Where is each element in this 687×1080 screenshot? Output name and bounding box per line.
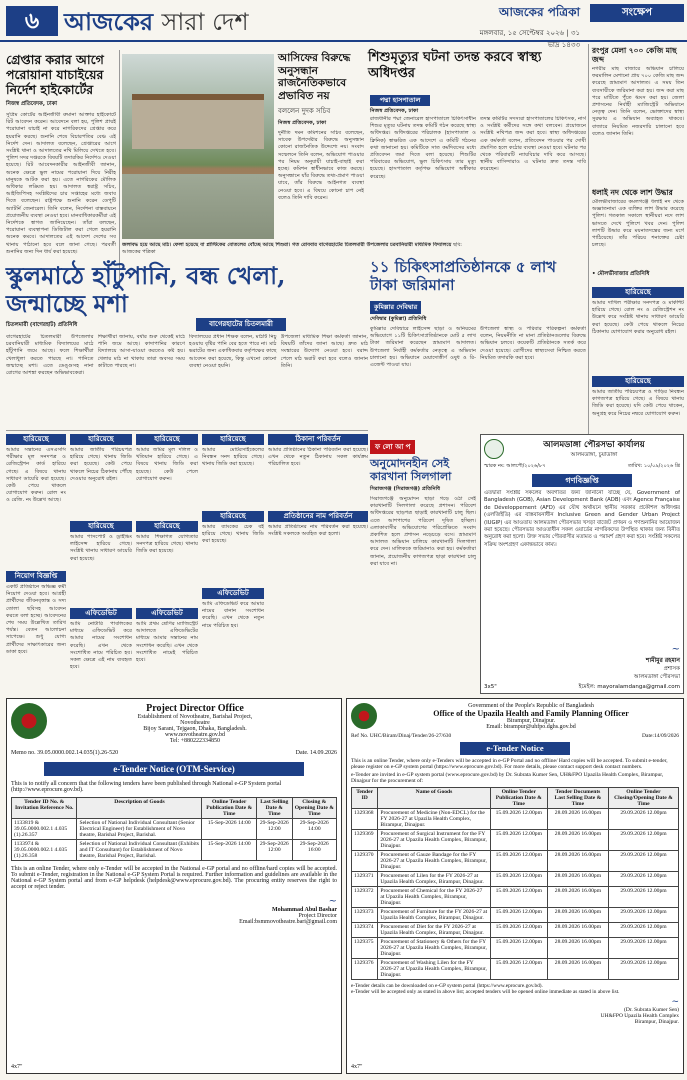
health-story: [370, 108, 586, 234]
byline: নিজস্ব প্রতিবেদক, ঢাকা: [6, 101, 58, 107]
affidavit-badge: এফিডেভিট: [70, 608, 132, 619]
table-row: 1329373 Procurement of Furniture for the FY 2026-27 at Upazila Health Complex, Birampur, Dinajpur. 15.09.2026 12.00pm 28.09.2026 16.00pm 29.09.2026 12.00pm: [352, 908, 679, 923]
date-line: মঙ্গলবার, ১৫ সেপ্টেম্বর ২০২৬ | ৩১ ভাদ্র ১৪৩৩: [479, 29, 580, 49]
photo-caption: জলাবদ্ধ হয়ে আছে মাঠ। ফেলা হয়েছে বা প্লাস্টিকের বোতলের বোঁচ্ছে আছে শিশুরা। গত রোববার বাগেরহাটের চিতলমারী উপজেলার চরবানিয়ারী মাধ্যমিক বিদ্যালয়ে ছবি: আজকের পত্রিকা: [122, 242, 462, 256]
brief2-credit: • মৌলভীবাজার প্রতিনিধি: [592, 271, 650, 277]
classified-col2: হারিয়েছে আমার জাতীয় পরিচয়পত্র হারিয়ে গেছে। থানায় জিডি করা হয়েছে। কেউ পেয়ে থাকলে নিচের ঠিকানায় পৌঁছে দেওয়ার অনুরোধ রইল। হারিয়েছে আমার পাসপোর্ট ও ড্রাইভিং লাইসেন্স হারিয়ে গেছে। সংশ্লিষ্ট থানায় সাধারণ ডায়েরি করা হয়েছে। এফিডেভিট আমি নোটারি পাবলিকের মাধ্যমে এফিডেভিট করে আমার নামের সংশোধন করেছি। এখন থেকে সংশোধিত নামে পরিচিত হব। সকল ক্ষেত্রে এই নাম ব্যবহৃত হবে।: [70, 435, 132, 671]
divider: [6, 430, 368, 431]
name-change-badge: প্রতিষ্ঠানের নাম পরিবর্তন: [268, 511, 368, 522]
uhfpo-tender-table: Tender ID Name of Goods Online Tender Publication Date & Time Tender Documents Last Selling Date & Time Online Tender Closing/Opening Date & Time 1329368 Procurement of Medicine (Non-EDCL) for the FY 2026-27 at Upazila Health Complex, Birampur, Dinajpur. 15.09.2026 12.00pm 28.09.2026 16.00pm 29.09.2026 12.00pm 1329369 Procurement of Surgical Instrument for the FY 2026-27 at Upazila Health Complex, Birampur, Dinajpur. 15.09.2026 12.00pm 28.09.2026 16.00pm 29.09.2026 12.00pm 1329370 Procurement of Gauze Bandage for the FY 2026-27 at Upazila Health Complex, Birampur, Dinajpur. 15.09.2026 12.00pm 28.09.2026 16.00pm 29.09.2026 12.00pm 1329371 Procurement of Lilen for the FY 2026-27 at Upazila Health Complex, Birampur, Dinajpur. 15.09.2026 12.00pm 28.09.2026 16.00pm 29.09.2026 12.00pm 1329372 Procurement of Chemical for the FY 2026-27 at Upazila Health Complex, Birampur, Dinajpur. 15.09.2026 12.00pm 28.09.2026 16.00pm 29.09.2026 12.00pm 1329373 Procurement of Furniture for the FY 2026-27 at Upazila Health Complex, Birampur, Dinajpur. 15.09.2026 12.00pm 28.09.2026 16.00pm 29.09.2026 12.00pm 1329374 Procurement of Diet for the FY 2026-27 at Upazila Health Complex, Birampur, Dinajpur. 15.09.2026 12.00pm 28.09.2026 16.00pm 29.09.2026 12.00pm 1329375 Procurement of Stationery & Others for the FY 2026-27 at Upazila Health Complex, Birampur, Dinajpur. 15.09.2026 12.00pm 28.09.2026 16.00pm 29.09.2026 12.00pm 1329376 Procurement of Washing Lilen for the FY 2026-27 at Upazila Health Complex, Birampur, Dinajpur. 15.09.2026 12.00pm 28.09.2026 16.00pm 29.09.2026 12.00pm: [351, 787, 679, 980]
signature: ~: [671, 644, 680, 655]
pdo-tender-table: Tender ID No. & Invitation Reference No. Description of Goods Online Tender Publication Date & Time Last Selling Date & Time Closing & Opening Date & Time 1133819 & 39.05.0000.002.1 4.035 (1).26.357 Selection of National Individual Consultant (Senior Electrical Engineer) for Establishment of Novo theatre, Barishal Project, Barishal. 15-Sep-2026 14:00 29-Sep-2026 12:00 29-Sep-2026 14:00 1133974 & 39.05.0000.002.1 4.035 (1).26.358 Selection of National Individual Consultant (Exhibits and IT Consultant) for Establishment of Novo theatre, Barishal Project, Barishal. 15-Sep-2026 14:00 29-Sep-2026 12:00 29-Sep-2026 16:00: [11, 797, 337, 861]
notice-body: এতদ্বারা সংশ্লিষ্ট সকলের অবগতির জন্য জানানো যাচ্ছে যে, Government of Bangladesh (GOB), Asian Development Bank (ADB) এবং Agence Française de Développement (AFD) এর যৌথ অর্থায়নে স্থানীয় সরকার প্রকৌশল অধিদপ্তর (এলজিইডি) এর বাস্তবায়নাধীন Inclusive Green and Gender Urban Project (IUGIP) এর আওতায় আলমডাঙ্গা পৌরসভার খসড়া বাজেট প্রণয়ন ও গণশুনানির আয়োজন করা হয়েছে। পৌরসভার আওতাধীন সকল ওয়ার্ডের নাগরিকদের উপস্থিত থাকার জন্য বিনীত অনুরোধ করা হলো। উক্ত সভায় পৌরবাসীর মতামত ও পরামর্শ গ্রহণ করা হবে। সংশ্লিষ্ট সকলের সক্রিয় অংশগ্রহণ একান্তভাবে কাম্য।: [484, 490, 680, 548]
classified-col1: হারিয়েছে আমার সন্তানের এসএসসি পরীক্ষার মূল সনদপত্র ও রেজিস্ট্রেশন কার্ড হারিয়ে গেছে। এ বিষয়ে থানায় সাধারণ ডায়েরি করা হয়েছে। কেউ পেয়ে থাকলে যোগাযোগ করুন। রোল নং ও রেজি. নং উল্লেখ আছে। নিয়োগ বিজ্ঞপ্তি একটি প্রতিষ্ঠানে অভিজ্ঞ কর্মী নিয়োগ দেওয়া হবে। আগ্রহী প্রার্থীদের জীবনবৃত্তান্ত ও সদ্য তোলা ছবিসহ আবেদন করতে বলা হচ্ছে। আবেদনের শেষ সময় উল্লেখিত তারিখ পর্যন্ত। বেতন আলোচনা সাপেক্ষে। শুধু যোগ্য প্রার্থীদের সাক্ষাৎকারের জন্য ডাকা হবে।: [6, 435, 66, 655]
table-row: 1329372 Procurement of Chemical for the FY 2026-27 at Upazila Health Complex, Birampur, Dinajpur. 15.09.2026 12.00pm 28.09.2026 16.00pm 29.09.2026 12.00pm: [352, 887, 679, 908]
job-badge: নিয়োগ বিজ্ঞপ্তি: [6, 571, 66, 582]
brief2-title: ধলাই নদ থেকে লাশ উদ্ধার: [592, 188, 673, 197]
brief2-body: মৌলভীবাজারের কমলগঞ্জে ধলাই নদ থেকে অজ্ঞাতনামা এক ব্যক্তির লাশ উদ্ধার করেছে পুলিশ। গতকাল সকালে স্থানীয়রা নদে লাশ ভাসতে দেখে পুলিশে খবর দেন। পুলিশ লাশটি উদ্ধার করে ময়নাতদন্তের জন্য মর্গে পাঠিয়েছে। তাঁর পরিচয় শনাক্তের চেষ্টা চলছে।: [592, 199, 684, 249]
table-row: 1329376 Procurement of Washing Lilen for the FY 2026-27 at Upazila Health Complex, Birampur, Dinajpur. 15.09.2026 12.00pm 28.09.2026 16.00pm 29.09.2026 12.00pm: [352, 959, 679, 980]
intro: This is an online Tender, where only e-Tenders will be accepted in e-GP Portal and no offline/ Hard copies will be accepted. To submit e-tender, please register on e-GP system portal (https://www.eprocure.gov.bd). For more details, please contact support desk contact numbers.: [351, 758, 668, 770]
classified-col4: হারিয়েছে আমার মোটরসাইকেলের নিবন্ধন সনদ হারিয়ে গেছে। থানায় জিডি করা হয়েছে। হারিয়েছে আমার ব্যাংকের চেক বই হারিয়ে গেছে। থানায় জিডি করা হয়েছে। ঠিকানা পরিবর্তন আমার প্রতিষ্ঠানের ঠিকানা পরিবর্তন করা হয়েছে। এখন থেকে নতুন ঠিকানায় সকল কার্যক্রম পরিচালিত হবে। প্রতিষ্ঠানের নাম পরিবর্তন আমার প্রতিষ্ঠানের নাম পরিবর্তন করা হয়েছে। সংশ্লিষ্ট সকলকে অবহিত করা হলো। এফিডেভিট আমি এফিডেভিট করে আমার নামের বানান সংশোধন করেছি। এখন থেকে নতুন নামে পরিচিত হব।: [202, 435, 368, 629]
signer-name: শামীমুর রহমান: [645, 657, 680, 664]
fine-story: [370, 258, 586, 426]
story-body-col2: উপজেলা স্বাস্থ্য ও পরিবার পরিকল্পনা কর্মকর্তা বলেন, নিয়মনীতি না মানা প্রতিষ্ঠানগুলোর বিরুদ্ধে অভিযান চলবে। কয়েকটি প্রতিষ্ঠানকে সতর্ক করে দেওয়া হয়েছে। রোগীদের স্বাস্থ্যসেবা নিশ্চিত করতে নিয়মিত তদারকি করা হবে।: [480, 326, 586, 361]
notice-title: e-Tender Notice: [460, 742, 570, 755]
address-badge: ঠিকানা পরিবর্তন: [268, 434, 368, 445]
table-row: 1133819 & 39.05.0000.002.1 4.035 (1).26.357 Selection of National Individual Consultant (Senior Electrical Engineer) for Establishment of Novo theatre, Barishal Project, Barishal. 15-Sep-2026 14:00 29-Sep-2026 12:00 29-Sep-2026 14:00: [12, 819, 337, 840]
table-row: 1329368 Procurement of Medicine (Non-EDCL) for the FY 2026-27 at Upazila Health Complex, Birampur, Dinajpur. 15.09.2026 12.00pm 28.09.2026 16.00pm 29.09.2026 12.00pm: [352, 809, 679, 830]
divider: [588, 44, 589, 449]
table-row: 1329371 Procurement of Lilen for the FY 2026-27 at Upazila Health Complex, Birampur, Dinajpur. 15.09.2026 12.00pm 28.09.2026 16.00pm 29.09.2026 12.00pm: [352, 872, 679, 887]
municipal-seal-icon: [484, 439, 504, 459]
memo: স্মারক নং: আলপৌ/২০২৬/৮৭: [484, 463, 546, 469]
intro: This is to notify all concern that the following tenders have been published through National e-GP System portal (http://www.eprocure.gov.bd).: [11, 781, 282, 793]
table-row: 1329374 Procurement of Diet for the FY 2026-27 at Upazila Health Complex, Birampur, Dinajpur. 15.09.2026 12.00pm 28.09.2026 16.00pm 29.09.2026 12.00pm: [352, 923, 679, 938]
page-number: ৬: [6, 6, 58, 36]
table-row: 1329375 Procurement of Stationery & Others for the FY 2026-27 at Upazila Health Complex, Birampur, Dinajpur. 15.09.2026 12.00pm 28.09.2026 16.00pm 29.09.2026 12.00pm: [352, 938, 679, 959]
ad-size: 4x7": [351, 1064, 363, 1070]
notice-title: গণবিজ্ঞপ্তি: [532, 474, 632, 487]
subhead: বললেন দুদক সচিব: [278, 107, 331, 115]
ad-size: 3x5": [484, 684, 497, 690]
story-tag: পদ্মা হাসপাতাল: [370, 95, 430, 106]
office-sub: আলমডাঙ্গা, চুয়াডাঙ্গা: [570, 452, 618, 458]
story-body-col1: কুমিল্লার দেবিদ্বারে লাইসেন্স ছাড়া ও অনিয়মের অভিযোগে ১১টি চিকিৎসাপ্রতিষ্ঠানকে মোট ৫ লাখ টাকা জরিমানা করেছেন ভ্রাম্যমাণ আদালত। উপজেলা নির্বাহী কর্মকর্তার নেতৃত্বে এ অভিযান চালানো হয়। অভিযানে মেয়াদোত্তীর্ণ ওষুধ ও রি-এজেন্ট পাওয়া যায়।: [370, 326, 476, 369]
brief-title: রংপুর মেলা ৭০০ কেজি মাছ জব্দ: [592, 46, 677, 64]
page-header: [0, 0, 687, 49]
story-body-col2: তদন্ত কমিটির সদস্যরা হাসপাতালের চিকিৎসক, নার্স ও সংশ্লিষ্ট কর্মীদের সঙ্গে কথা বলবেন। প্রয়োজনে সংশ্লিষ্ট নথিপত্র জব্দ করা হবে। স্বাস্থ্য অধিদপ্তরের এক কর্মকর্তা বলেন, প্রতিবেদন পাওয়ার পর দোষী প্রমাণিত হলে কঠোর ব্যবস্থা নেওয়া হবে। ঘটনার পর থেকে পরিবারটি ন্যায়বিচার দাবি করে আসছে। স্থানীয় বাসিন্দারাও এ ঘটনার দ্রুত তদন্ত দাবি করেছেন।: [480, 116, 586, 173]
masthead: আজকের পত্রিকা মঙ্গলবার, ১৫ সেপ্টেম্বর ২০২৬ | ৩১ ভাদ্র ১৪৩৩: [470, 4, 580, 51]
municipal-notice: আলমডাঙ্গা পৌরসভা কার্যালয় আলমডাঙ্গা, চুয়াডাঙ্গা স্মারক নং: আলপৌ/২০২৬/৮৭ তারিখ: ১০/০৯/২০২৬ খ্রি গণবিজ্ঞপ্তি এতদ্বারা সংশ্লিষ্ট সকলের অবগতির জন্য জানানো যাচ্ছে যে, Government of Bangladesh (GOB), Asian Development Bank (ADB) এবং Agence Française de Développement (AFD) এর যৌথ অর্থায়নে স্থানীয় সরকার প্রকৌশল অধিদপ্তর (এলজিইডি) এর বাস্তবায়নাধীন Inclusive Green and Gender Urban Project (IUGIP) এর আওতায় আলমডাঙ্গা পৌরসভার খসড়া বাজেট প্রণয়ন ও গণশুনানির আয়োজন করা হয়েছে। পৌরসভার আওতাধীন সকল ওয়ার্ডের নাগরিকদের উপস্থিত থাকার জন্য বিনীত অনুরোধ করা হলো। উক্ত সভায় পৌরবাসীর মতামত ও পরামর্শ গ্রহণ করা হবে। সংশ্লিষ্ট সকলের সক্রিয় অংশগ্রহণ একান্তভাবে কাম্য। ~ শামীমুর রহমান প্রশাসক আলমডাঙ্গা পৌরসভা 3x5" ইমেইল: mayoralamdanga@gmail.com: [480, 434, 684, 694]
lost-badge: হারিয়েছে: [6, 434, 66, 445]
byline: সিরাজগঞ্জ (সিরাজগঞ্জ) প্রতিনিধি: [370, 486, 441, 492]
headline: ১১ চিকিৎসাপ্রতিষ্ঠানকে ৫ লাখ টাকা জরিমানা: [370, 258, 557, 294]
govt-seal-icon: [351, 703, 377, 729]
lost2-badge: হারিয়েছে: [592, 376, 684, 387]
story-body: সুপ্রিম কোর্টের আইনজীবী রুমানা আক্তার হাইকোর্টে রিট আবেদন করেন। আবেদনে বলা হয়, পুলিশ প্রায়ই পরোয়ানা যাচাই না করে নাগরিকদের গ্রেপ্তার করে হয়রানি করছে। শুনানি শেষে বিচারপতির বেঞ্চ এই নির্দেশ দেন। আদালত বলেছেন, গ্রেপ্তারের আগে সংশ্লিষ্ট থানা ও আদালতের নথি মিলিয়ে দেখতে হবে। পুলিশ সদর দপ্তরকে বিষয়টি তদারকির নির্দেশও দেওয়া হয়েছে। রিট আবেদনকারীর আইনজীবী জানান, অনেক ক্ষেত্রে ভুল নামের পরোয়ানা দিয়ে নিরীহ মানুষকে আটক করা হয়। এতে নাগরিকের মৌলিক অধিকার লঙ্ঘিত হয়। আদালত স্বরাষ্ট্র সচিব, আইজিপিসহ সংশ্লিষ্টদের চার সপ্তাহের মধ্যে জবাব দিতে বলেছেন। রাষ্ট্রপক্ষে শুনানি করেন ডেপুটি অ্যাটর্নি জেনারেল। তিনি বলেন, নির্দেশনা বাস্তবায়নে প্রয়োজনীয় ব্যবস্থা নেওয়া হবে। মানবাধিকারকর্মীরা এই নির্দেশকে স্বাগত জানিয়েছেন। তাঁরা বলছেন, পরোয়ানা ব্যবস্থাপনা ডিজিটাল করা গেলে হয়রানি অনেক কমবে। আদালতের এই আদেশ দেশের সব থানায় পাঠানো হবে বলে জানা গেছে। পরবর্তী শুনানির জন্য দিন ধার্য করা হয়েছে।: [6, 112, 116, 255]
lost-badge: হারিয়েছে: [592, 287, 684, 298]
lost-ad-body: আমার দাখিল পরীক্ষার সনদপত্র ও মার্কশিট হারিয়ে গেছে। রোল নং ও রেজিস্ট্রেশন নং উল্লেখ করে সংশ্লিষ্ট থানায় সাধারণ ডায়েরি করা হয়েছে। কেউ পেয়ে থাকলে নিচের ঠিকানায় যোগাযোগ করার অনুরোধ রইল।: [592, 300, 684, 335]
byline: নিজস্ব প্রতিবেদক, ঢাকা: [370, 108, 419, 114]
memo: Memo no. 39.05.0000.002.14.035(1).26-520: [11, 750, 119, 756]
brief-body: নগরীর মাছ বাজারে অভিযান চালিয়ে ফরমালিন মেশানো প্রায় ৭০০ কেজি মাছ জব্দ করেছে ভ্রাম্যমাণ আদালত। এ সময় তিন ব্যবসায়ীকে জরিমানা করা হয়। জব্দ করা মাছ পরে মাটিতে পুঁতে ধ্বংস করা হয়। জেলা প্রশাসনের নির্বাহী ম্যাজিস্ট্রেট অভিযানে নেতৃত্ব দেন। তিনি বলেন, ভোক্তাদের স্বাস্থ্য সুরক্ষায় এ অভিযান অব্যাহত থাকবে। বাজারে নিয়মিত নজরদারি চালানো হবে বলেও জানান তিনি।: [592, 66, 684, 137]
headline: আসিফের বিরুদ্ধে অনুসন্ধান রাজনৈতিকভাবে প্রভাবিত নয়: [278, 52, 351, 102]
office-title: Project Director Office: [146, 703, 244, 714]
byline: চিতলমারী (বাগেরহাট) প্রতিনিধি: [6, 322, 78, 328]
footer: This is an online Tender, where only e-Tender will be accepted in the National e-GP portal and no offline/hard copies will be accepted. To submit e-Tender, registration in the National e-GP System Portal is required. Further information and guidelines are available in the National e-GP System portal and from e-GP helpdesk (helpdesk@www.eprocure.gov.bd). The procuring entity reserves the right to accept or reject tender.: [11, 866, 337, 890]
followup-badge: ফ লো আ প: [370, 440, 415, 454]
email: ইমেইল: mayoralamdanga@gmail.com: [578, 684, 680, 690]
school-building: [132, 94, 264, 149]
story-body: দুর্নীতি দমন কমিশনের সচিব বলেছেন, সাবেক উপদেষ্টার বিরুদ্ধে অনুসন্ধান কোনো রাজনৈতিক উদ্দেশ্যে নয়। সংবাদ সম্মেলনে তিনি বলেন, অভিযোগ পাওয়ার পর নিয়ম অনুযায়ী যাচাই-বাছাই করা হচ্ছে। কমিশন স্বাধীনভাবে কাজ করছে। অনুসন্ধানে যাঁর বিরুদ্ধে তথ্য-প্রমাণ পাওয়া যাবে, তাঁর বিরুদ্ধে আইনগত ব্যবস্থা নেওয়া হবে। এ বিষয়ে কোনো চাপ নেই বলেও তিনি দাবি করেন।: [278, 130, 364, 201]
table-row: 1329369 Procurement of Surgical Instrument for the FY 2026-27 at Upazila Health Complex, Birampur, Dinajpur. 15.09.2026 12.00pm 28.09.2026 16.00pm 29.09.2026 12.00pm: [352, 830, 679, 851]
headline: শিশুমৃত্যুর ঘটনা তদন্ত করবে স্বাস্থ্য অধিদপ্তর: [368, 50, 542, 81]
classified-col3: হারিয়েছে আমার জমির মূল দলিল ও খতিয়ান হারিয়ে গেছে। এ বিষয়ে থানায় জিডি করা হয়েছে। কেউ পেলে যোগাযোগ করুন। হারিয়েছে আমার শিক্ষাগত যোগ্যতার সনদপত্র হারিয়ে গেছে। থানায় জিডি করা হয়েছে। এফিডেভিট আমি প্রথম শ্রেণির ম্যাজিস্ট্রেট আদালতে এফিডেভিটের মাধ্যমে আমার সন্তানের নাম সংশোধন করেছি। এখন থেকে সংশোধিত নামেই পরিচিত হবে।: [136, 435, 198, 664]
signature: ~: [328, 896, 337, 907]
story-tag: কুমিল্লার দেবিদ্বার: [370, 301, 421, 314]
section-brand: আজকের সারা দেশ: [64, 7, 249, 36]
byline: নিজস্ব প্রতিবেদক, ঢাকা: [278, 120, 327, 126]
headline: গ্রেপ্তার করার আগে পরোয়ানা যাচাইয়ের নির্দেশ হাইকোর্টের: [6, 52, 104, 97]
table-row: 1133974 & 39.05.0000.002.1 4.035 (1).26.358 Selection of National Individual Consultant (Exhibits and IT Consultant) for Establishment of Novo theatre, Barishal Project, Barishal. 15-Sep-2026 14:00 29-Sep-2026 12:00 29-Sep-2026 16:00: [12, 840, 337, 861]
office-title: Office of the Upazila Health and Family Planning Officer: [433, 709, 629, 718]
notice-title: e-Tender Notice (OTM-Service): [44, 762, 304, 776]
date: তারিখ: ১০/০৯/২০২৬ খ্রি: [627, 463, 680, 469]
school-field-photo: [122, 54, 274, 239]
table-row: 1329370 Procurement of Gauze Bandage for the FY 2026-27 at Upazila Health Complex, Birampur, Dinajpur. 15.09.2026 12.00pm 28.09.2026 16.00pm 29.09.2026 12.00pm: [352, 851, 679, 872]
date: Date:14/09/2026: [642, 733, 679, 739]
ad-size: 4x7": [11, 1064, 23, 1070]
story-tag: বাগেরহাটের চিতলমারী: [196, 318, 286, 331]
section-label: সংক্ষেপ: [590, 4, 684, 22]
byline: দেবিদ্বার (কুমিল্লা) প্রতিনিধি: [370, 316, 427, 322]
story-body: সিরাজগঞ্জে অনুমোদন ছাড়া গড়ে ওঠা সেই কারখানাটি সিলগালা করেছে প্রশাসন। পরিবেশ অধিদপ্তরের ছাড়পত্র ছাড়াই কারখানাটি চালু ছিল। এতে আশপাশের পরিবেশ দূষিত হচ্ছিল। এলাকাবাসীর অভিযোগের পরিপ্রেক্ষিতে সংবাদ প্রকাশিত হলে প্রশাসন নড়েচড়ে বসে। ভ্রাম্যমাণ আদালত অভিযান চালিয়ে কারখানাটি সিলগালা করে দেন। মালিককে জরিমানাও করা হয়। কর্মকর্তারা জানান, প্রয়োজনীয় কাগজপত্র ছাড়া কারখানা চালু করা যাবে না।: [370, 496, 476, 567]
lost2-ad-body: আমার জাতীয় পরিচয়পত্র ও গাড়ির নিবন্ধন কাগজপত্র হারিয়ে গেছে। এ বিষয়ে থানায় জিডি করা হয়েছে। যদি কেউ পেয়ে থাকেন, অনুগ্রহ করে নিচের নম্বরে যোগাযোগ করুন।: [592, 389, 684, 417]
signature: ~: [671, 997, 679, 1007]
divider: [119, 50, 120, 285]
ref: Ref No. UHC/Biram/Dinaj/Tender/26-27/630: [351, 733, 452, 739]
followup-story: [370, 434, 476, 646]
mosquito-story-body: বাগেরহাটের চিতলমারী উপজেলার চরবানিয়ারী মাধ্যমিক বিদ্যালয়ের মাঠে হাঁটুপানি জমে আছে। ফলে শিক্ষার্থীরা খেলাধুলা করতে পারছে না। পানিতে জন্মাচ্ছে মশা। এতে ডেঙ্গুসহ নানা রোগের আশঙ্কা করছেন অভিভাবকেরা। শিক্ষার্থীরা জানায়, বর্ষার শুরু থেকেই মাঠে পানি জমে আছে। কাদাপানির কারণে বিদ্যালয়ে আসা-যাওয়া করতেও কষ্ট হয়। খেলার মাঠ না থাকায় তারা অবসর সময় কাটাতে পারছে না। বিদ্যালয়ের প্রধান শিক্ষক বলেন, মাঠটি নিচু হওয়ায় বৃষ্টির পানি বের হতে পারে না। মাঠ ভরাটের জন্য একাধিকবার কর্তৃপক্ষের কাছে আবেদন করা হয়েছে, কিন্তু এখনো কোনো ব্যবস্থা নেওয়া হয়নি। উপজেলা মাধ্যমিক শিক্ষা কর্মকর্তা জানান, বিষয়টি তাঁদের জানা আছে। দ্রুত মাঠ সংস্কারের উদ্যোগ নেওয়া হবে। বরাদ্দ পেলে মাঠ ভরাট করা হবে বলেও জানান তিনি।: [6, 334, 368, 377]
flooded-field: [122, 174, 274, 239]
headline: অনুমোদনহীন সেই কারখানা সিলগালা: [370, 457, 452, 483]
health-story-head: [368, 50, 586, 92]
headline: স্কুলমাঠে হাঁটুপানি, বন্ধ খেলা, জন্মাচ্ছে মশা: [6, 261, 286, 318]
office-name: আলমডাঙ্গা পৌরসভা কার্যালয়: [543, 440, 645, 450]
footer1: e-Tender details can be downloaded on e-GP system portal (https://www.eprocure.gov.bd).: [351, 983, 543, 989]
uhfpo-tender-notice: Government of the People's Republic of Bangladesh Office of the Upazila Health and Family Planning Officer Birampur, Dinajpur. Email: birampur@uhfpo.dghs.gov.bd Ref No. UHC/Biram/Dinaj/Tender/26-27/630 Date:14/09/2026 e-Tender Notice This is an online Tender, where only e-Tenders will be accepted in e-GP Portal and no offline/ Hard copies will be accepted. To submit e-tender, please register on e-GP system portal (https://www.eprocure.gov.bd). For more details, please contact support desk contact numbers. e-Tender are invited in e-GP system portal (www.eprocure.gov.bd) by Dr. Subrata Kumer Sen, UH&FPO Upazila Health Complex, Birampur, Dinajpur for the procurement of: Tender ID Name of Goods Online Tender Publication Date & Time Tender Documents Last Selling Date & Time Online Tender Closing/Opening Date & Time 1329368 Procurement of Medicine (Non-EDCL) for the FY 2026-27 at Upazila Health Complex, Birampur, Dinajpur. 15.09.2026 12.00pm 28.09.2026 16.00pm 29.09.2026 12.00pm 1329369 Procurement of Surgical Instrument for the FY 2026-27 at Upazila Health Complex, Birampur, Dinajpur. 15.09.2026 12.00pm 28.09.2026 16.00pm 29.09.2026 12.00pm 1329370 Procurement of Gauze Bandage for the FY 2026-27 at Upazila Health Complex, Birampur, Dinajpur. 15.09.2026 12.00pm 28.09.2026 16.00pm 29.09.2026 12.00pm 1329371 Procurement of Lilen for the FY 2026-27 at Upazila Health Complex, Birampur, Dinajpur. 15.09.2026 12.00pm 28.09.2026 16.00pm 29.09.2026 12.00pm 1329372 Procurement of Chemical for the FY 2026-27 at Upazila Health Complex, Birampur, Dinajpur. 15.09.2026 12.00pm 28.09.2026 16.00pm 29.09.2026 12.00pm 1329373 Procurement of Furniture for the FY 2026-27 at Upazila Health Complex, Birampur, Dinajpur. 15.09.2026 12.00pm 28.09.2026 16.00pm 29.09.2026 12.00pm 1329374 Procurement of Diet for the FY 2026-27 at Upazila Health Complex, Birampur, Dinajpur. 15.09.2026 12.00pm 28.09.2026 16.00pm 29.09.2026 12.00pm 1329375 Procurement of Stationery & Others for the FY 2026-27 at Upazila Health Complex, Birampur, Dinajpur. 15.09.2026 12.00pm 28.09.2026 16.00pm 29.09.2026 12.00pm 1329376 Procurement of Washing Lilen for the FY 2026-27 at Upazila Health Complex, Birampur, Dinajpur. 15.09.2026 12.00pm 28.09.2026 16.00pm 29.09.2026 12.00pm e-Tender details can be downloaded on e-GP system portal (https://www.eprocure.gov.bd). e-Tender will be accepted only as stated in above list; accepted tenders will be opened online immediate as stated in above list. ~ (Dr. Subrata Kumer Sen) UH&FPO Upazila Health Complex Birampur, Dinajpur. 4x7": [346, 698, 684, 1074]
pdo-tender-notice: Project Director Office Establishment of Novotheatre, Barishal Project, Novotheatre Bijoy Sarani, Tejgaon, Dhaka, Bangladesh. www.novotheatre.gov.bd Tel: +880222334850 Memo no. 39.05.0000.002.14.035(1).26-520 Date. 14.09.2026 e-Tender Notice (OTM-Service) This is to notify all concern that the following tenders have been published through National e-GP System portal (http://www.eprocure.gov.bd). Tender ID No. & Invitation Reference No. Description of Goods Online Tender Publication Date & Time Last Selling Date & Time Closing & Opening Date & Time 1133819 & 39.05.0000.002.1 4.035 (1).26.357 Selection of National Individual Consultant (Senior Electrical Engineer) for Establishment of Novo theatre, Barishal Project, Barishal. 15-Sep-2026 14:00 29-Sep-2026 12:00 29-Sep-2026 14:00 1133974 & 39.05.0000.002.1 4.035 (1).26.358 Selection of National Individual Consultant (Exhibits and IT Consultant) for Establishment of Novo theatre, Barishal Project, Barishal. 15-Sep-2026 14:00 29-Sep-2026 12:00 29-Sep-2026 16:00 This is an online Tender, where only e-Tender will be accepted in the National e-GP portal and no offline/hard copies will be accepted. To submit e-Tender, registration in the National e-GP System Portal is required. Further information and guidelines are available in the National e-GP System portal and from e-GP helpdesk (helpdesk@www.eprocure.gov.bd). The procuring entity reserves the right to accept or reject tender. ~ Mohammad Abul Bashar Project Director Email:bsmmovotheatre.bari@gmail.com 4x7": [6, 698, 342, 1074]
date: Date. 14.09.2026: [295, 750, 337, 756]
center-story: [278, 52, 364, 250]
govt-seal-icon: [11, 703, 47, 739]
footer2: e-Tender will be accepted only as stated in above list; accepted tenders will be opened online immediate as stated in above list.: [351, 989, 620, 995]
story-body-col1: রাজধানীর পদ্মা জেনারেল হাসপাতালে চিকিৎসাধীন শিশুর মৃত্যুর ঘটনায় তদন্ত কমিটি গঠন করেছে স্বাস্থ্য অধিদপ্তর। অধিদপ্তরের পরিচালক (হাসপাতাল ও ক্লিনিক) স্বাক্ষরিত এক আদেশে এ কমিটি গঠনের কথা জানানো হয়। কমিটিকে সাত কর্মদিবসের মধ্যে প্রতিবেদন জমা দিতে বলা হয়েছে। শিশুটির পরিবারের অভিযোগ, ভুল চিকিৎসায় তার মৃত্যু হয়েছে। হাসপাতাল কর্তৃপক্ষ অভিযোগ অস্বীকার করেছে।: [370, 116, 476, 180]
sidebar: [592, 46, 684, 459]
mosquito-story: [6, 262, 368, 318]
